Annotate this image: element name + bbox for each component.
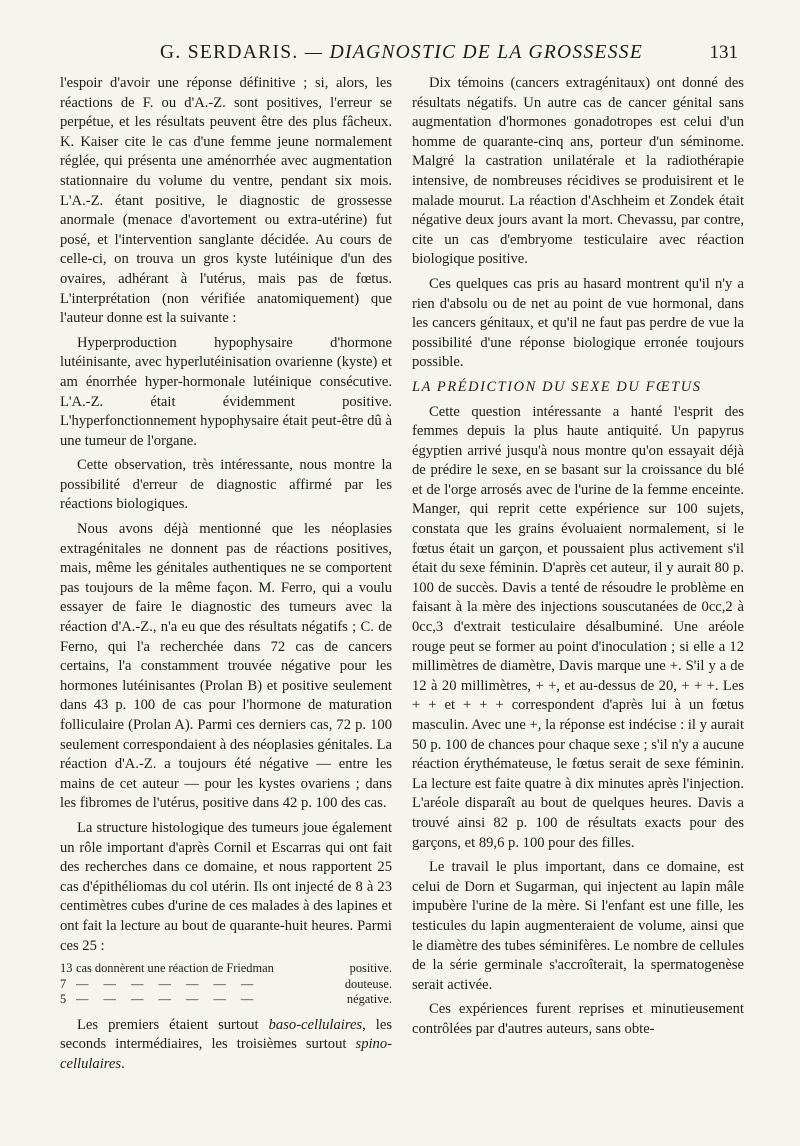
paragraph: Ces expériences furent reprises et minutieusement contrôlées par d'autres auteurs, sans obte- xyxy=(412,1001,744,1037)
results-count: 5 xyxy=(60,992,67,1007)
paragraph: Cette observation, très intéressante, nous montre la possibilité d'erreur de diagnostic affirmé par les réactions biologiques. xyxy=(60,457,392,513)
right-column xyxy=(412,74,744,1045)
paragraph xyxy=(60,1016,392,1075)
results-label: cas donnèrent une réaction de Friedman xyxy=(76,961,274,976)
results-value: positive. xyxy=(349,961,392,976)
paragraph: Ces quelques cas pris au hasard montrent qu'il n'y a rien d'absolu ou de net au point de vue hormonal, dans les cancers génitaux, et qu'il ne faut pas perdre de vue la possibilité d'une réponse biologique erronée toujours possible. xyxy=(412,275,744,371)
results-count: 7 xyxy=(60,976,67,991)
paragraph: Cette question intéressante a hanté l'esprit des femmes depuis la plus haute antiquité. Un papyrus égyptien arrivé jusqu'à nous montre qu'on essayait déjà de prédire le sexe, en se basant sur la croissance du blé et de l'orge arrosés avec de l'urine de la femme enceinte. Manger, qui reprit cette expérience sur 100 sujets, constata que les grains évoluaient normalement, si le fœtus était un garçon, et poussaient plus activement s'il était du sexe féminin. D'après cet auteur, il y aurait 80 p. 100 de succès. Davis a tenté de résoudre le problème en faisant à la mère des injections souscutanées de 0cc,2 à 0cc,3 d'extrait testiculaire désalbuminé. Une aréole rouge peut se former au point d'inoculation ; si elle a 12 millimètres de diamètre, Davis marque une +. S'il y a de 12 à 20 millimètres, + +, et au-dessus de 20, + + +. Les + + et + + + correspondent d'après lui à un fœtus masculin. Avec une +, la réponse est indécise : il y aurait 50 p. 100 de chances pour chaque sexe ; s'il n'y a aucune réaction érythémateuse, le fœtus serait de sexe féminin. La lecture est faite quatre à dix minutes après l'injection. L'aréole disparaît au bout de quelques heures. Davis a trouvé ainsi 82 p. 100 de résultats exacts pour des garçons, et 89,6 p. 100 pour des filles. xyxy=(412,403,744,851)
results-value: douteuse. xyxy=(344,976,392,991)
page-number: 131 xyxy=(709,42,738,63)
results-value: négative. xyxy=(346,992,392,1007)
paragraph: Dix témoins (cancers extragénitaux) ont donné des résultats négatifs. Un autre cas de cancer génital sans augmentation d'hormones gonadotropes est celui d'un homme de quarante-cinq ans, porteur d'un séminome. Malgré la castration unilatérale et la radiothérapie intensive, de nombreuses récidives se produisirent et le malade mourut. La réaction d'Aschheim et Zondek était négative deux jours avant la mort. Chevassu, par contre, cite un cas d'embryome testiculaire avec réaction biologique positive. xyxy=(412,75,744,268)
paragraph: Le travail le plus important, dans ce domaine, est celui de Dorn et Sugarman, qui injectent au lapin mâle impubère l'urine de la mère. Si l'enfant est une fille, les testicules du lapin augmenteraient de volume, ainsi que le diamètre des tubes séminifères. Le nombre de cellules de la série germinale s'accroîterait, la spermatogenèse serait activée. xyxy=(412,859,744,993)
header-author: G. SERDARIS. xyxy=(160,42,299,63)
paragraph: Nous avons déjà mentionné que les néoplasies extragénitales ne donnent pas de réactions positives, mais, même les génitales authentiques ne se comportent pas toujours de la même façon. M. Ferro, qui a voulu essayer de faire le diagnostic des tumeurs avec la réaction d'A.-Z., n'a eu que des résultats négatifs ; C. de Ferno, qui l'a recherchée dans 72 cas de cancers certains, l'a constamment trouvée négative pour les hormones lutéinisantes (Prolan B) et positive seulement dans 43 p. 100 de cas pour l'hormone de maturation folliculaire (Prolan A). Parmi ces derniers cas, 72 p. 100 seulement correspondaient à des néoplasies génitales. La réaction d'A.-Z. a toujours été négative — entre les mains de cet auteur — pour les kystes ovariens ; dans les fibromes de l'utérus, positive dans 42 p. 100 des cas. xyxy=(60,521,392,812)
quoted-interpretation: Hyperproduction hypophysaire d'hormone lutéinisante, avec hyperlutéinisation ovarienne (kyste) et am énorrhée hyper-hormonale lutéinique consécutive. L'A.-Z. était évidemment positive. L'hyperfonctionnement hypophysaire était peut-être dû à une tumeur de l'organe. xyxy=(60,334,392,449)
emphasis-term: spino-cellulaires xyxy=(60,1036,392,1072)
paragraph: l'espoir d'avoir une réponse définitive ; si, alors, les réactions de F. ou d'A.-Z. sont positives, l'erreur se perpétue, et les résultats peuvent être des plus fâcheux. K. Kaiser cite le cas d'une femme jeune normalement réglée, qui présenta une aménorrhée avec augmentation stationnaire du volume du ventre, pendant six mois. L'A.-Z. étant positive, le diagnostic de grossesse anormale (menace d'avortement ou extra-utérine) fut posé, et l'intervention sanglante décidée. Au cours de celle-ci, on trouva un gros kyste lutéinique d'un des ovaires, adhérant à l'utérus, mais pas de fœtus. L'interprétation (non vérifiée anatomiquement) que l'auteur donne est la suivante : xyxy=(60,75,392,327)
running-title xyxy=(160,40,720,66)
results-count: 13 xyxy=(60,961,73,976)
left-column xyxy=(60,74,392,1079)
running-header xyxy=(60,40,744,66)
results-label: — — — — — — — xyxy=(76,992,260,1007)
results-row xyxy=(60,961,392,977)
results-row xyxy=(60,992,392,1008)
header-title: — DIAGNOSTIC DE LA GROSSESSE xyxy=(298,42,644,63)
emphasis-term: baso-cellulaires xyxy=(268,1016,363,1033)
results-row xyxy=(60,977,392,993)
results-label: — — — — — — — xyxy=(76,976,260,991)
text-run: . xyxy=(121,1055,125,1072)
text-run: Les premiers étaient surtout xyxy=(77,1016,269,1033)
results-table xyxy=(60,961,392,1008)
text-run: , les seconds intermédiaires, les troisièmes surtout xyxy=(60,1016,392,1053)
section-heading: LA PRÉDICTION DU SEXE DU FŒTUS xyxy=(412,378,702,395)
paragraph: La structure histologique des tumeurs joue également un rôle important d'après Cornil et Escarras qui ont fait des recherches dans ce domaine, et nous rapportent 25 cas d'épithéliomas du col utérin. Ils ont injecté de 8 à 23 centimètres cubes d'urine de ces malades à des lapines et ont fait la lecture au bout de quarante-huit heures. Parmi ces 25 : xyxy=(60,819,392,954)
